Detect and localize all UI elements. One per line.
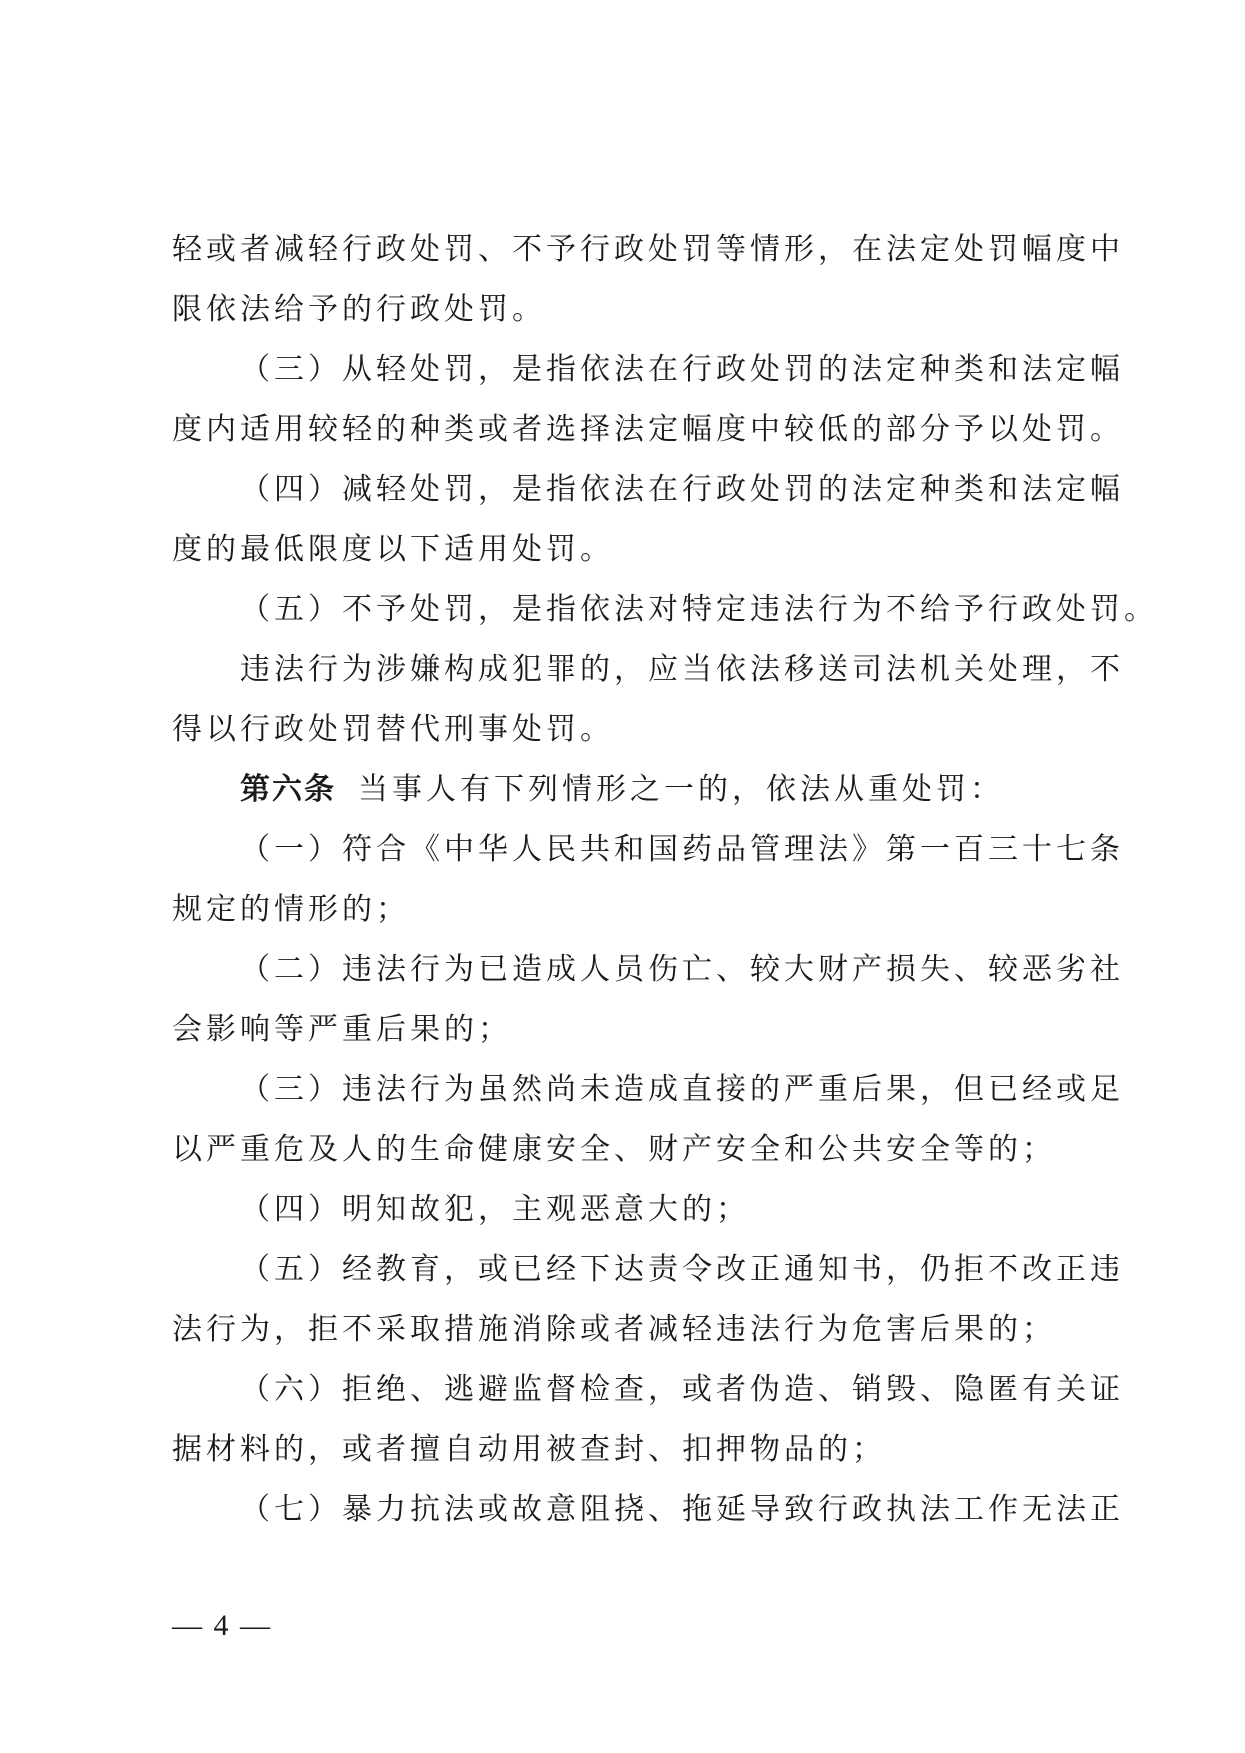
text-line: 会影响等严重后果的； [172, 1012, 512, 1047]
text-line: （五）经教育，或已经下达责令改正通知书，仍拒不改正违 [240, 1252, 1124, 1287]
text-line: （五）不予处罚，是指依法对特定违法行为不给予行政处罚。 [240, 592, 1158, 627]
text-line: 规定的情形的； [172, 892, 410, 927]
text-line: （四）减轻处罚，是指依法在行政处罚的法定种类和法定幅 [240, 472, 1124, 507]
text-line: 以严重危及人的生命健康安全、财产安全和公共安全等的； [172, 1132, 1056, 1167]
article-text: 当事人有下列情形之一的，依法从重处罚： [358, 772, 1004, 807]
text-line: 度内适用较轻的种类或者选择法定幅度中较低的部分予以处罚。 [172, 412, 1124, 447]
text-line: 据材料的，或者擅自动用被查封、扣押物品的； [172, 1432, 886, 1467]
page-number: — 4 — [172, 1609, 272, 1642]
text-line: （四）明知故犯，主观恶意大的； [240, 1192, 750, 1227]
text-line: 限依法给予的行政处罚。 [172, 292, 546, 327]
article-heading: 第六条 [240, 772, 336, 807]
text-line: （一）符合《中华人民共和国药品管理法》第一百三十七条 [240, 832, 1124, 867]
article-six-line [240, 770, 1092, 810]
text-line: 违法行为涉嫌构成犯罪的，应当依法移送司法机关处理，不 [240, 652, 1124, 687]
text-line: （三）违法行为虽然尚未造成直接的严重后果，但已经或足 [240, 1072, 1124, 1107]
text-line: （三）从轻处罚，是指依法在行政处罚的法定种类和法定幅 [240, 352, 1124, 387]
text-line: 得以行政处罚替代刑事处罚。 [172, 712, 614, 747]
text-line: （七）暴力抗法或故意阻挠、拖延导致行政执法工作无法正 [240, 1492, 1124, 1527]
text-line: 轻或者减轻行政处罚、不予行政处罚等情形，在法定处罚幅度中 [172, 232, 1124, 267]
text-line: 法行为，拒不采取措施消除或者减轻违法行为危害后果的； [172, 1312, 1056, 1347]
text-line: （六）拒绝、逃避监督检查，或者伪造、销毁、隐匿有关证 [240, 1372, 1124, 1407]
text-line: 度的最低限度以下适用处罚。 [172, 532, 614, 567]
text-line: （二）违法行为已造成人员伤亡、较大财产损失、较恶劣社 [240, 952, 1124, 987]
